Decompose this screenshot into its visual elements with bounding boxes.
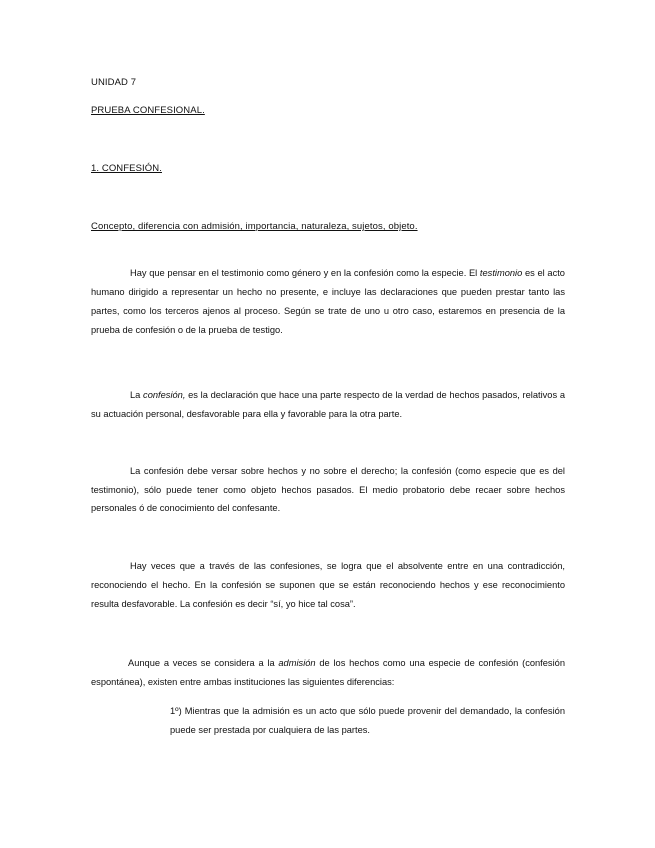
paragraph-confesion-definition [91,386,565,424]
term-testimonio: testimonio [479,268,523,278]
section-heading: 1. CONFESIÓN. [91,163,162,174]
term-confesion: confesión, [143,390,186,400]
document-title: PRUEBA CONFESIONAL. [91,105,205,116]
paragraph-contradiccion: Hay veces que a través de las confesiones, se logra que el absolvente entre en una contradicción, reconociendo el hecho. En la confesión se suponen que se están reconociendo hechos y ese reconocimiento resulta desfavorable. La confesión es decir “sí, yo hice tal cosa”. [91,561,565,609]
list-item-difference-1: 1º) Mientras que la admisión es un acto que sólo puede provenir del demandado, la confesión puede ser prestada por cualquiera de las partes. [170,706,565,735]
paragraph-text: es la declaración que hace una parte respecto de la verdad de hechos pasados, relativos a su actuación personal, desfavorable para ella y favorable para la otra parte. [91,390,565,419]
paragraph-confesion-objeto: La confesión debe versar sobre hechos y no sobre el derecho; la confesión (como especie que es del testimonio), sólo puede tener como objeto hechos pasados. El medio probatorio debe recaer sobre hechos personales ó de conocimiento del confesante. [91,466,565,513]
unit-label: UNIDAD 7 [91,77,137,88]
paragraph-text: de los hechos como una especie de confesión (confesión espontánea), existen entre ambas instituciones las siguientes diferencias: [91,658,565,687]
paragraph-text: La [130,390,144,400]
paragraph-text: es el acto humano dirigido a representar un hecho no presente, e incluye las declaraciones que pueden prestar tanto las partes, como los terceros ajenos al proceso. Según se trate de uno u otro caso, estaremos en presencia de la prueba de confesión o de la prueba de testigo. [91,268,565,335]
section-subheading: Concepto, diferencia con admisión, importancia, naturaleza, sujetos, objeto. [91,221,418,232]
paragraph-admision [91,654,565,692]
term-admision: admisión [278,658,316,668]
paragraph-text: Aunque a veces se considera a la [128,658,279,668]
paragraph-text: Hay que pensar en el testimonio como género y en la confesión como la especie. El [130,268,480,278]
paragraph-testimonio [91,264,565,340]
